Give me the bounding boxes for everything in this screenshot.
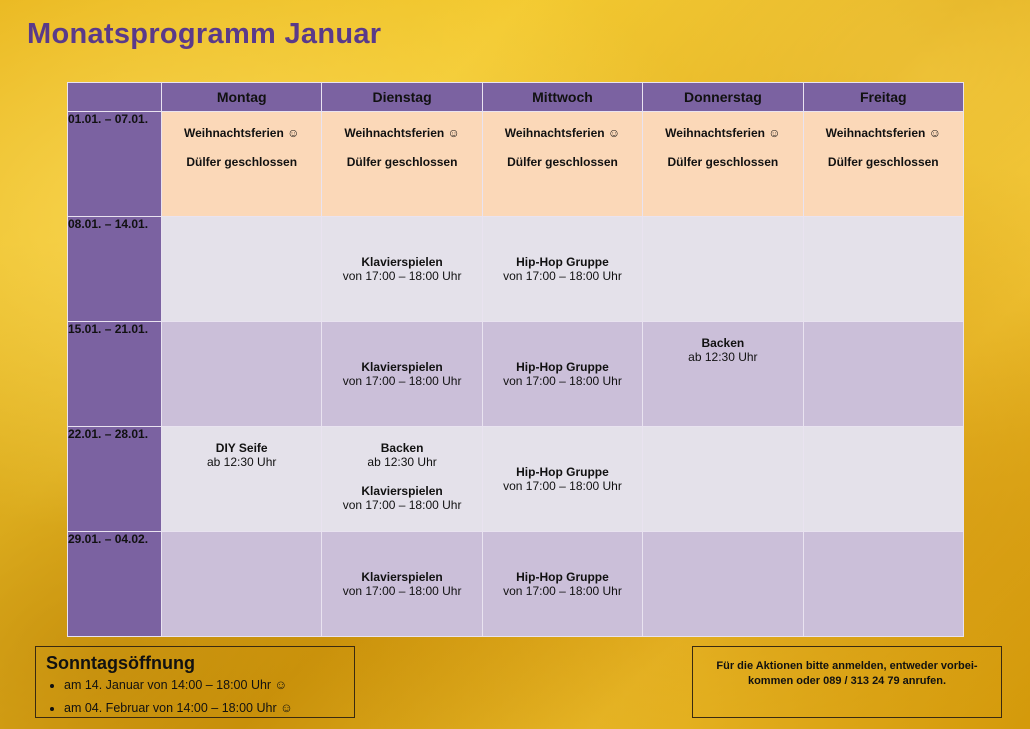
event bbox=[643, 336, 802, 364]
day-cell bbox=[482, 532, 642, 637]
event-detail: von 17:00 – 18:00 Uhr bbox=[503, 479, 622, 493]
cell-content bbox=[162, 322, 321, 426]
event-detail: von 17:00 – 18:00 Uhr bbox=[503, 269, 622, 283]
day-header: Dienstag bbox=[322, 83, 482, 112]
week-row bbox=[68, 322, 964, 427]
day-cell bbox=[643, 427, 803, 532]
cell-content bbox=[162, 427, 321, 531]
day-header: Freitag bbox=[803, 83, 963, 112]
cell-content bbox=[162, 112, 321, 216]
cell-content bbox=[162, 532, 321, 636]
cell-content bbox=[643, 322, 802, 426]
cell-content bbox=[804, 322, 963, 426]
event bbox=[162, 126, 321, 169]
cell-content bbox=[643, 112, 802, 216]
event bbox=[483, 255, 642, 283]
event-detail: von 17:00 – 18:00 Uhr bbox=[342, 498, 462, 512]
day-cell bbox=[322, 427, 482, 532]
day-header: Donnerstag bbox=[643, 83, 803, 112]
cell-content bbox=[804, 532, 963, 636]
cell-content bbox=[483, 532, 642, 636]
cell-content bbox=[483, 112, 642, 216]
event-detail: Dülfer geschlossen bbox=[186, 155, 298, 169]
schedule-table bbox=[67, 82, 964, 637]
event-title: Klavierspielen bbox=[361, 484, 443, 498]
event-title: DIY Seife bbox=[215, 441, 268, 455]
event-detail: Dülfer geschlossen bbox=[667, 155, 779, 169]
week-row bbox=[68, 532, 964, 637]
cell-content bbox=[804, 217, 963, 321]
event-title: Hip-Hop Gruppe bbox=[516, 465, 609, 479]
week-label: 29.01. – 04.02. bbox=[68, 532, 162, 637]
cell-content bbox=[322, 532, 481, 636]
event-detail: von 17:00 – 18:00 Uhr bbox=[342, 374, 462, 388]
header-row bbox=[68, 83, 964, 112]
event bbox=[322, 255, 481, 283]
week-label: 22.01. – 28.01. bbox=[68, 427, 162, 532]
day-cell bbox=[322, 532, 482, 637]
event-title: Weihnachtsferien ☺ bbox=[344, 126, 460, 140]
cell-content bbox=[322, 427, 481, 531]
event bbox=[322, 441, 481, 469]
week-row bbox=[68, 112, 964, 217]
event-title: Hip-Hop Gruppe bbox=[516, 255, 609, 269]
event-detail: ab 12:30 Uhr bbox=[688, 350, 758, 364]
cell-content bbox=[322, 112, 481, 216]
list-item: • am 04. Februar von 14:00 – 18:00 Uhr ☺ bbox=[64, 701, 344, 716]
cell-content bbox=[483, 322, 642, 426]
week-row bbox=[68, 217, 964, 322]
day-cell bbox=[482, 217, 642, 322]
cell-content bbox=[162, 217, 321, 321]
cell-content bbox=[322, 217, 481, 321]
cell-content bbox=[804, 112, 963, 216]
event bbox=[483, 570, 642, 598]
sunday-opening-box bbox=[35, 646, 355, 718]
corner-cell bbox=[68, 83, 162, 112]
event-detail: Dülfer geschlossen bbox=[346, 155, 458, 169]
event-title: Hip-Hop Gruppe bbox=[516, 360, 609, 374]
event-title: Backen bbox=[380, 441, 424, 455]
cell-content bbox=[643, 532, 802, 636]
week-row bbox=[68, 427, 964, 532]
sunday-list bbox=[46, 678, 344, 716]
list-item: • am 14. Januar von 14:00 – 18:00 Uhr ☺ bbox=[64, 678, 344, 693]
event-title: Backen bbox=[701, 336, 745, 350]
event-title: Weihnachtsferien ☺ bbox=[665, 126, 781, 140]
day-cell bbox=[322, 322, 482, 427]
day-cell bbox=[162, 322, 322, 427]
day-cell bbox=[482, 427, 642, 532]
day-cell bbox=[643, 112, 803, 217]
event-detail: von 17:00 – 18:00 Uhr bbox=[342, 269, 462, 283]
event bbox=[643, 126, 802, 169]
event bbox=[322, 360, 481, 388]
event-title: Weihnachtsferien ☺ bbox=[504, 126, 621, 140]
event bbox=[322, 484, 481, 512]
event-title: Klavierspielen bbox=[361, 570, 443, 584]
day-cell bbox=[643, 322, 803, 427]
event-title: Klavierspielen bbox=[361, 255, 443, 269]
event-detail: ab 12:30 Uhr bbox=[367, 455, 437, 469]
day-cell bbox=[643, 217, 803, 322]
event bbox=[483, 360, 642, 388]
event bbox=[322, 570, 481, 598]
event-title: Hip-Hop Gruppe bbox=[516, 570, 609, 584]
day-cell bbox=[803, 217, 963, 322]
event bbox=[483, 126, 642, 169]
day-header: Mittwoch bbox=[482, 83, 642, 112]
event-detail: Dülfer geschlossen bbox=[507, 155, 618, 169]
event-detail: von 17:00 – 18:00 Uhr bbox=[342, 584, 462, 598]
event-detail: Dülfer geschlossen bbox=[827, 155, 939, 169]
event bbox=[483, 465, 642, 493]
day-cell bbox=[482, 112, 642, 217]
day-cell bbox=[803, 112, 963, 217]
cell-content bbox=[322, 322, 481, 426]
cell-content bbox=[643, 427, 802, 531]
event-detail: von 17:00 – 18:00 Uhr bbox=[503, 584, 622, 598]
event-title: Weihnachtsferien ☺ bbox=[825, 126, 941, 140]
week-label: 01.01. – 07.01. bbox=[68, 112, 162, 217]
day-cell bbox=[322, 112, 482, 217]
day-cell bbox=[162, 217, 322, 322]
day-cell bbox=[803, 532, 963, 637]
page-title: Monatsprogramm Januar bbox=[27, 18, 382, 50]
day-cell bbox=[803, 427, 963, 532]
event-detail: von 17:00 – 18:00 Uhr bbox=[503, 374, 622, 388]
day-cell bbox=[482, 322, 642, 427]
event-title: Klavierspielen bbox=[361, 360, 443, 374]
week-label: 15.01. – 21.01. bbox=[68, 322, 162, 427]
cell-content bbox=[643, 217, 802, 321]
day-cell bbox=[162, 112, 322, 217]
registration-note-box bbox=[692, 646, 1002, 718]
event bbox=[162, 441, 321, 469]
week-label: 08.01. – 14.01. bbox=[68, 217, 162, 322]
event bbox=[804, 126, 963, 169]
sunday-heading: Sonntagsöffnung bbox=[46, 653, 195, 673]
day-header: Montag bbox=[162, 83, 322, 112]
registration-note: Für die Aktionen bitte anmelden, entweder vorbei-kommen oder 089 / 313 24 79 anrufen. bbox=[716, 660, 978, 687]
day-cell bbox=[322, 217, 482, 322]
event bbox=[322, 126, 481, 169]
day-cell bbox=[162, 532, 322, 637]
cell-content bbox=[483, 217, 642, 321]
day-cell bbox=[643, 532, 803, 637]
event-title: Weihnachtsferien ☺ bbox=[184, 126, 300, 140]
day-cell bbox=[803, 322, 963, 427]
cell-content bbox=[804, 427, 963, 531]
cell-content bbox=[483, 427, 642, 531]
event-detail: ab 12:30 Uhr bbox=[207, 455, 277, 469]
day-cell bbox=[162, 427, 322, 532]
